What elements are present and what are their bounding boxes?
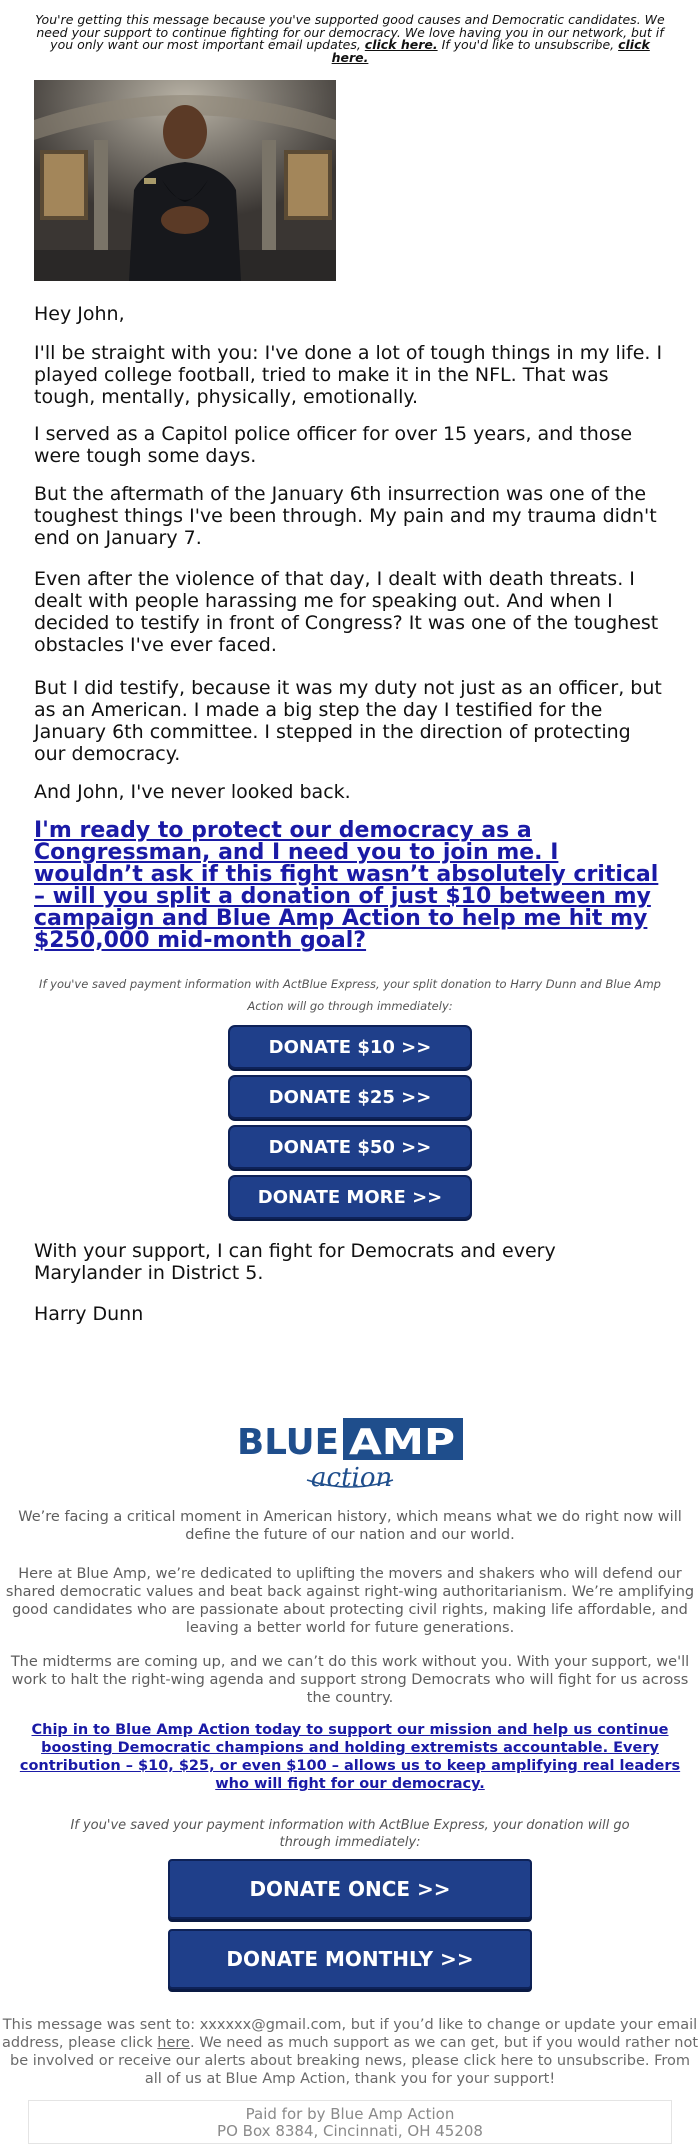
blue-amp-action-logo: [237, 1418, 463, 1490]
paid-for-by-box: [28, 2100, 672, 2144]
donate-10-button[interactable]: DONATE $10 >>: [228, 1025, 472, 1069]
letter-paragraph-4: Even after the violence of that day, I dealt with death threats. I dealt with people harassing me for speaking out. And when I decided to testify in front of Congress? It was one of the toughest obstacles I've ever faced.: [34, 568, 659, 656]
split-donation-cta-link[interactable]: I'm ready to protect our democracy as a Congressman, and I need you to join me. I wouldn’t ask if this fight wasn’t absolutely critical – will you split a donation of just $10 between my campaign and Blue Amp Action to help me hit my $250,000 mid-month goal?: [34, 818, 659, 953]
footer-message: [0, 2016, 700, 2088]
donate-50-button[interactable]: DONATE $50 >>: [228, 1125, 472, 1169]
logo-word-amp: AMP: [349, 1422, 455, 1463]
letter-paragraph-1: I'll be straight with you: I've done a lot of tough things in my life. I played college football, tried to make it in the NFL. That was tough, mentally, physically, emotionally.: [34, 342, 663, 408]
officer-photo-illustration: [34, 80, 336, 281]
preheader-text-b: If you'd like to unsubscribe,: [437, 37, 619, 52]
footer-text-b: . We need as much support as we can get, but if you would rather not be involved or receive our alerts about breaking news, please click here to unsubscribe. From all of us at Blue Amp Action, thank you for your support!: [9, 2035, 699, 2087]
logo-word-action: action: [311, 1463, 393, 1490]
preheader: [30, 14, 670, 64]
update-email-link[interactable]: here: [157, 2035, 190, 2051]
unsubscribe-link[interactable]: click here.: [331, 37, 650, 65]
blue-amp-donation-cta-link[interactable]: Chip in to Blue Amp Action today to support our mission and help us continue boosting Democratic champions and holding extremists accountable. Every contribution – $10, $25, or even $100 – allows us to keep amplifying real leaders who will fight for our democracy.: [19, 1722, 681, 1792]
paid-for-by: Paid for by Blue Amp Action: [245, 2105, 455, 2123]
email-preferences-link[interactable]: click here.: [364, 37, 438, 52]
letter-paragraph-5: But I did testify, because it was my duty not just as an officer, but as an American. I made a big step the day I testified for the January 6th committee. I stepped in the direction of protecting our democracy.: [34, 677, 662, 765]
footer-text-a: This message was sent to: xxxxxx@gmail.com, but if you’d like to change or update your email address, please click: [1, 2017, 698, 2051]
preheader-line-3: [30, 39, 670, 64]
preheader-line-1: You're getting this message because you've supported good causes and Democratic candidates. We: [35, 12, 665, 27]
donate-once-button[interactable]: DONATE ONCE >>: [168, 1859, 532, 1919]
donate-monthly-button[interactable]: DONATE MONTHLY >>: [168, 1929, 532, 1989]
letter-paragraph-3: But the aftermath of the January 6th insurrection was one of the toughest things I've been through. My pain and my trauma didn't end on January 7.: [34, 483, 657, 549]
letter-paragraph-6: And John, I've never looked back.: [34, 781, 351, 803]
greeting: Hey John,: [34, 303, 125, 325]
mailing-address: PO Box 8384, Cincinnati, OH 45208: [217, 2122, 483, 2140]
donate-more-button[interactable]: DONATE MORE >>: [228, 1175, 472, 1219]
hero-photo: [34, 80, 336, 281]
preheader-text-a: you only want our most important email updates,: [50, 37, 365, 52]
org-actblue-express-note: If you've saved your payment information with ActBlue Express, your donation will go through immediately:: [70, 1818, 630, 1850]
closing-paragraph: With your support, I can fight for Democrats and every Marylander in District 5.: [34, 1240, 556, 1284]
donate-25-button[interactable]: DONATE $25 >>: [228, 1075, 472, 1119]
org-paragraph-2: Here at Blue Amp, we’re dedicated to uplifting the movers and shakers who will defend our shared democratic values and beat back against right-wing authoritarianism. We’re amplifying good candidates who are passionate about protecting civil rights, making life affordable, and leaving a better world for future generations.: [5, 1566, 695, 1636]
preheader-line-2: need your support to continue fighting for our democracy. We love having you in our network, but if: [36, 24, 664, 40]
letter-paragraph-2: I served as a Capitol police officer for over 15 years, and those were tough some days.: [34, 423, 633, 467]
org-paragraph-3: The midterms are coming up, and we can’t do this work without you. With your support, we'll work to halt the right-wing agenda and support strong Democrats who will fight for us across the country.: [10, 1654, 690, 1706]
signature: Harry Dunn: [34, 1303, 144, 1325]
org-paragraph-1: We’re facing a critical moment in American history, which means what we do right now will define the future of our nation and our world.: [18, 1509, 682, 1543]
actblue-express-note: If you've saved payment information with ActBlue Express, your split donation to Harry Dunn and Blue Amp Action will go through immediately:: [39, 977, 661, 1013]
logo-word-blue: BLUE: [237, 1422, 339, 1463]
